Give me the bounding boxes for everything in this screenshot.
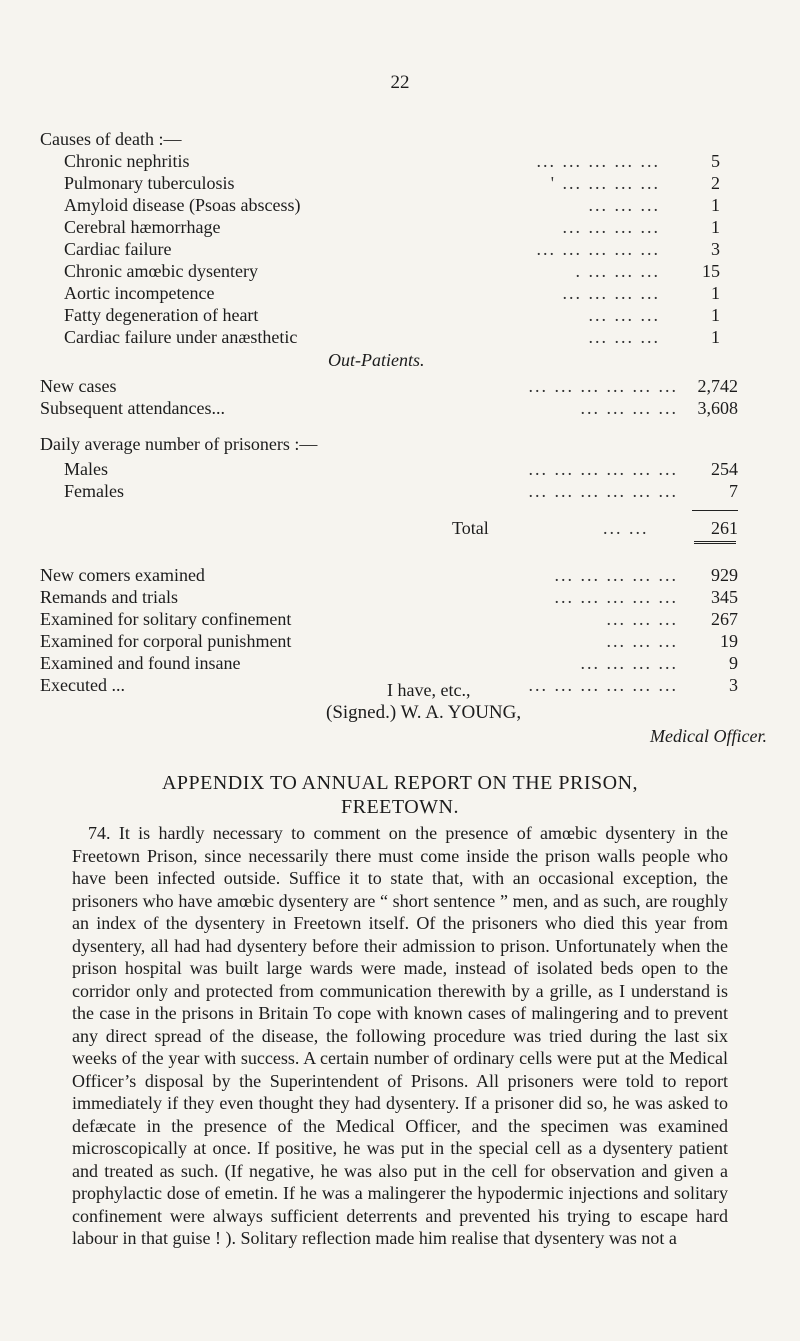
cause-value: 1 xyxy=(711,283,720,303)
cause-value: 1 xyxy=(711,327,720,347)
exam-value: 19 xyxy=(720,631,738,651)
exam-dots: ... ... ... ... xyxy=(580,653,678,673)
outpatients-heading: Out-Patients. xyxy=(328,350,425,370)
outpatient-dots: ... ... ... ... xyxy=(580,398,678,418)
exam-label: Remands and trials xyxy=(40,587,178,607)
cause-label: Cardiac failure under anæsthetic xyxy=(64,327,298,347)
cause-value: 1 xyxy=(711,305,720,325)
prisoner-value: 7 xyxy=(729,481,738,501)
exam-label: Examined for solitary confinement xyxy=(40,609,292,629)
appendix-paragraph: 74. It is hardly necessary to comment on the presence of amœbic dysentery in the Freetown Prison, since necessarily there must come inside the prison walls people who have been infected outside. Suffice it to state that, with an occasional exception, the prisoners who have amœbic dysentery are “ short sentence ” men, and as such, are roughly an index of the dysentery in Freetown itself. Of the prisoners who died this year from dysentery, all had had dysentery before their admission to prison. Unfortunately when the prison hospital was built large wards were made, instead of isolated beds open to the corridor only and protected from communication therewith by a grille, as I understand is the case in the prisons in Britain To cope with known cases of malingering and to prevent any direct spread of the disease, the following procedure was tried during the last six weeks of the year with success. A certain number of ordinary cells were put at the Medical Officer’s disposal by the Superintendent of Prisons. All prisoners were told to report immediately if they even thought they had dysentery. If a prisoner did so, he was asked to defæcate in the presence of the Medical Officer, and the specimen was examined microscopically at once. If positive, he was put in the special cell as a dysentery patient and treated as such. (If negative, he was also put in the cell for observation and given a prophylactic dose of emetin. If he was a malingerer the hypodermic injections and solitary confinement were always sufficient deterrents and prevented his trying to escape hard labour in that guise ! ). Solitary reflection made him realise that dysentery was not a xyxy=(72,823,728,1248)
outpatient-label: Subsequent attendances... xyxy=(40,398,225,418)
cause-value: 1 xyxy=(711,217,720,237)
causes-heading: Causes of death :— xyxy=(40,129,182,149)
total-value: 261 xyxy=(711,518,738,538)
cause-label: Cardiac failure xyxy=(64,239,172,259)
exam-dots: ... ... ... xyxy=(606,631,678,651)
exam-dots: ... ... ... ... ... xyxy=(554,565,678,585)
outpatient-dots: ... ... ... ... ... ... xyxy=(528,376,678,396)
prisoner-dots: ... ... ... ... ... ... xyxy=(528,481,678,501)
exam-dots: ... ... ... ... ... xyxy=(554,587,678,607)
exam-dots: ... ... ... ... ... ... xyxy=(528,675,678,695)
outpatient-label: New cases xyxy=(40,376,117,396)
cause-dots: ... ... ... xyxy=(588,305,660,325)
cause-dots: ... ... ... ... xyxy=(562,283,660,303)
cause-dots: ... ... ... ... ... xyxy=(536,151,660,171)
exam-label: New comers examined xyxy=(40,565,205,585)
total-label: Total xyxy=(452,518,489,538)
officer-title: Medical Officer. xyxy=(650,726,767,746)
cause-value: 15 xyxy=(702,261,720,281)
page-number: 22 xyxy=(390,72,410,93)
cause-dots: ' ... ... ... ... xyxy=(550,173,660,193)
cause-value: 2 xyxy=(711,173,720,193)
closing-line-1: I have, etc., xyxy=(387,680,471,700)
cause-label: Aortic incompetence xyxy=(64,283,215,303)
cause-dots: . ... ... ... xyxy=(575,261,660,281)
cause-label: Pulmonary tuberculosis xyxy=(64,173,235,193)
appendix-body xyxy=(72,822,728,1250)
cause-dots: ... ... ... xyxy=(588,327,660,347)
cause-value: 3 xyxy=(711,239,720,259)
appendix-title-line-1: APPENDIX TO ANNUAL REPORT ON THE PRISON, xyxy=(161,772,639,794)
subtotal-rule xyxy=(692,510,738,511)
exam-label: Executed ... xyxy=(40,675,125,695)
cause-label: Chronic amœbic dysentery xyxy=(64,261,258,281)
exam-label: Examined and found insane xyxy=(40,653,241,673)
exam-value: 267 xyxy=(711,609,738,629)
cause-dots: ... ... ... ... ... xyxy=(536,239,660,259)
cause-label: Fatty degeneration of heart xyxy=(64,305,259,325)
prisoner-label: Males xyxy=(64,459,108,479)
signature-line: (Signed.) W. A. YOUNG, xyxy=(326,702,522,723)
outpatient-value: 3,608 xyxy=(697,398,738,418)
prisoner-label: Females xyxy=(64,481,124,501)
cause-dots: ... ... ... xyxy=(588,195,660,215)
cause-label: Amyloid disease (Psoas abscess) xyxy=(64,195,301,215)
exam-value: 9 xyxy=(729,653,738,673)
exam-dots: ... ... ... xyxy=(606,609,678,629)
prisoner-value: 254 xyxy=(711,459,738,479)
prisoners-heading: Daily average number of prisoners :— xyxy=(40,434,318,454)
outpatient-value: 2,742 xyxy=(697,376,738,396)
total-dots: ... ... xyxy=(603,518,649,538)
cause-value: 5 xyxy=(711,151,720,171)
cause-label: Chronic nephritis xyxy=(64,151,190,171)
exam-value: 929 xyxy=(711,565,738,585)
cause-label: Cerebral hæmorrhage xyxy=(64,217,221,237)
appendix-title-line-2: FREETOWN. xyxy=(340,796,459,818)
prisoner-dots: ... ... ... ... ... ... xyxy=(528,459,678,479)
exam-label: Examined for corporal punishment xyxy=(40,631,292,651)
cause-value: 1 xyxy=(711,195,720,215)
cause-dots: ... ... ... ... xyxy=(562,217,660,237)
exam-value: 345 xyxy=(711,587,738,607)
exam-value: 3 xyxy=(729,675,738,695)
total-double-rule xyxy=(694,541,736,544)
